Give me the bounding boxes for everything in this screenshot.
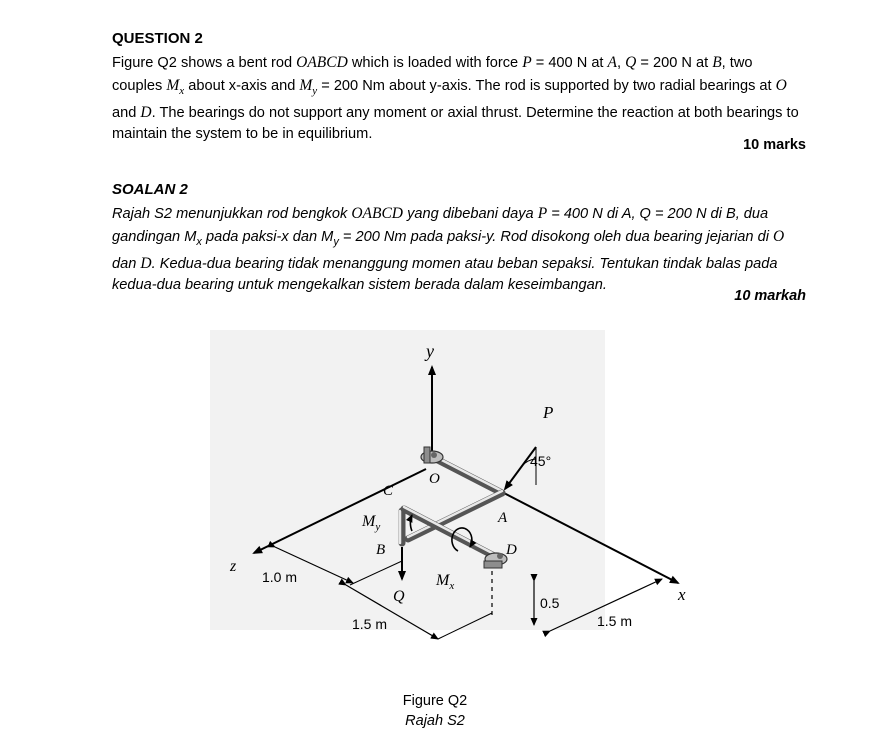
z-axis-label: z	[230, 558, 237, 575]
dim-1-label: 1.0 m	[262, 569, 298, 585]
question-marks: 10 marks	[743, 137, 806, 153]
soalan-heading: SOALAN 2	[112, 181, 188, 198]
soalan-text: Rajah S2 menunjukkan rod bengkok OABCD yang dibebani daya P = 400 N di A, Q = 200 N di B, dua gandingan $M_x$ pada paksi-x dan $M_y = 200$ Nm pada paksi-y. Rod disokong oleh dua bearing jejarian di O dan D. Kedua-dua bearing tidak menanggung momen atau beban sepaksi. Tentukan tindak balas pada kedua-dua bearing untuk mengekalkan sistem berada dalam keseimbangan.	[112, 205, 785, 294]
figure-q2-svg	[200, 325, 730, 655]
soalan-marks: 10 markah	[734, 288, 806, 304]
question-text: Figure Q2 shows a bent rod OABCD which is loaded with force P = 400 N at A, Q = 200 N at B, two couples $M_x$ about x-axis and $M_y = 200$ Nm about y-axis. The rod is supported by two radial bearings at O and D. The bearings do not support any moment or axial thrust. Determine the reaction at both bearings to maintain the system to be in equilibrium.	[112, 54, 799, 143]
point-o-label: O	[429, 471, 440, 487]
dim-4-label: 1.5 m	[597, 613, 633, 629]
figure-caption-en: Figure Q2	[402, 693, 468, 709]
force-q-label: Q	[393, 588, 405, 605]
couple-my-label: $M_y$	[362, 513, 381, 533]
dim-2-label: 1.5 m	[352, 616, 388, 632]
y-axis-label: y	[426, 341, 434, 361]
figure-q2	[200, 325, 730, 655]
point-c-label: C	[383, 483, 394, 499]
point-d-label: D	[506, 542, 517, 558]
x-axis-label: x	[678, 585, 686, 604]
force-p-label: P	[543, 403, 554, 422]
point-a-label: A	[498, 510, 508, 526]
figure-caption-ms: Rajah S2	[405, 713, 465, 729]
dim-3-label: 0.5	[540, 595, 560, 611]
couple-mx-label: $M_x$	[436, 572, 455, 592]
angle-label: 45°	[530, 453, 552, 469]
point-b-label: B	[376, 542, 386, 558]
question-heading: QUESTION 2	[112, 30, 203, 47]
figure-background	[210, 330, 605, 630]
